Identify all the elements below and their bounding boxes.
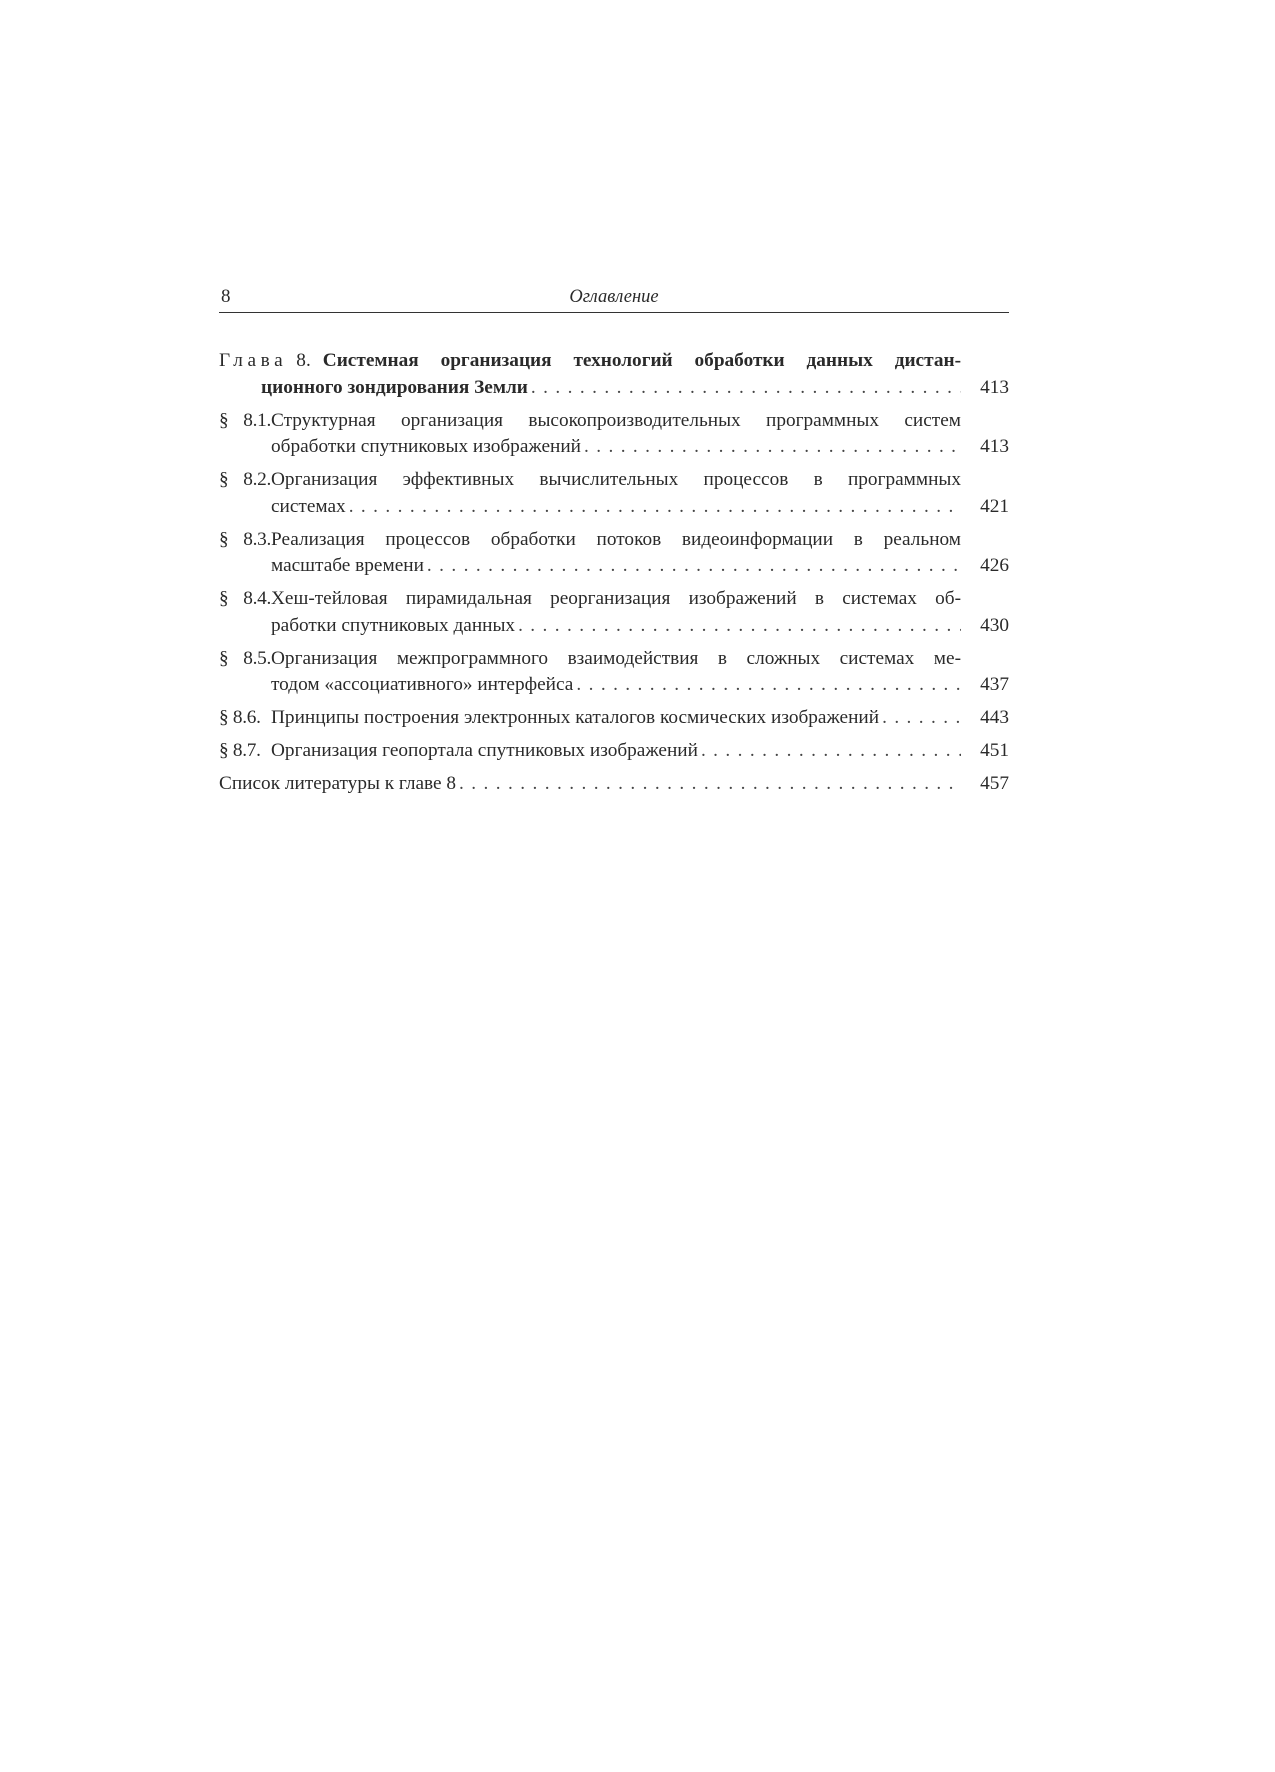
section-title-line2: системах [271, 495, 346, 517]
page-ref: 451 [980, 740, 1009, 761]
dot-leader [427, 553, 961, 580]
toc-section-entry[interactable] [219, 408, 1009, 461]
toc-section-entry[interactable] [219, 467, 1009, 520]
section-label: § 8.3. [219, 528, 271, 550]
page-ref: 426 [980, 555, 1009, 576]
dot-leader [531, 375, 961, 402]
dot-leader [459, 771, 961, 798]
dot-leader [349, 494, 961, 521]
toc-entry-line [219, 613, 1009, 640]
toc-entry-line [219, 672, 1009, 699]
toc-entry-line [219, 553, 1009, 580]
section-title-line2: масштабе времени [271, 555, 424, 576]
running-header [219, 286, 1009, 313]
section-title-line2: работки спутниковых данных [271, 614, 516, 636]
toc-entry-line [219, 586, 1009, 613]
page-ref: 457 [980, 773, 1009, 794]
dot-leader [518, 613, 961, 640]
page-ref: 437 [980, 674, 1009, 695]
page-ref: 421 [980, 495, 1009, 517]
section-label: § 8.1. [219, 409, 271, 431]
section-title: Принципы построения электронных каталогов космических изображений [271, 707, 880, 728]
section-label: § 8.7. [219, 740, 261, 761]
page-number: 8 [221, 286, 231, 307]
toc-entry-line [219, 408, 1009, 435]
section-title-line1: Организация межпрограммного взаимодействия в сложных системах ме- [271, 647, 961, 669]
section-title-line2: тодом «ассоциативного» интерфейса [271, 674, 574, 695]
toc-entry-line [219, 646, 1009, 673]
references-title: Список литературы к главе 8 [219, 773, 457, 794]
toc-entry-line [219, 705, 1009, 732]
toc-entry-line [219, 348, 1009, 375]
toc-entry-line [219, 494, 1009, 521]
dot-leader [701, 738, 961, 765]
chapter-title-line2: ционного зондирования Земли [261, 376, 528, 398]
page-ref: 413 [980, 436, 1009, 457]
toc-entry-line [219, 434, 1009, 461]
section-title-line2: обработки спутниковых изображений [271, 436, 581, 457]
table-of-contents [219, 348, 1009, 804]
dot-leader [584, 434, 961, 461]
section-title-line1: Реализация процессов обработки потоков видеоинформации в реальном [271, 528, 961, 550]
chapter-title-line1: Системная организация технологий обработки данных дистан- [322, 350, 961, 371]
chapter-number: 8. [296, 350, 311, 371]
section-title-line1: Организация эффективных вычислительных процессов в программных [271, 469, 961, 490]
page-ref: 443 [980, 707, 1009, 728]
toc-entry-line [219, 467, 1009, 494]
section-label: § 8.4. [219, 588, 271, 609]
toc-entry-line [219, 738, 1009, 765]
toc-section-entry[interactable] [219, 738, 1009, 765]
running-title: Оглавление [569, 287, 659, 307]
dot-leader [882, 705, 961, 732]
toc-section-entry[interactable] [219, 646, 1009, 699]
section-title-line1: Хеш-тейловая пирамидальная реорганизация изображений в системах об- [271, 588, 961, 609]
page-ref: 413 [980, 376, 1009, 398]
section-label: § 8.2. [219, 469, 271, 490]
toc-section-entry[interactable] [219, 586, 1009, 639]
toc-entry-line [219, 771, 1009, 798]
toc-chapter-entry[interactable] [219, 348, 1009, 401]
toc-section-entry[interactable] [219, 705, 1009, 732]
section-title-line1: Структурная организация высокопроизводительных программных систем [271, 409, 961, 431]
section-title: Организация геопортала спутниковых изображений [271, 740, 698, 761]
toc-entry-line [219, 375, 1009, 402]
section-label: § 8.6. [219, 707, 261, 728]
dot-leader [576, 672, 961, 699]
toc-references-entry[interactable] [219, 771, 1009, 798]
toc-section-entry[interactable] [219, 527, 1009, 580]
toc-entry-line [219, 527, 1009, 554]
chapter-label: Глава [219, 350, 288, 371]
section-label: § 8.5. [219, 647, 271, 669]
page-ref: 430 [980, 614, 1009, 636]
